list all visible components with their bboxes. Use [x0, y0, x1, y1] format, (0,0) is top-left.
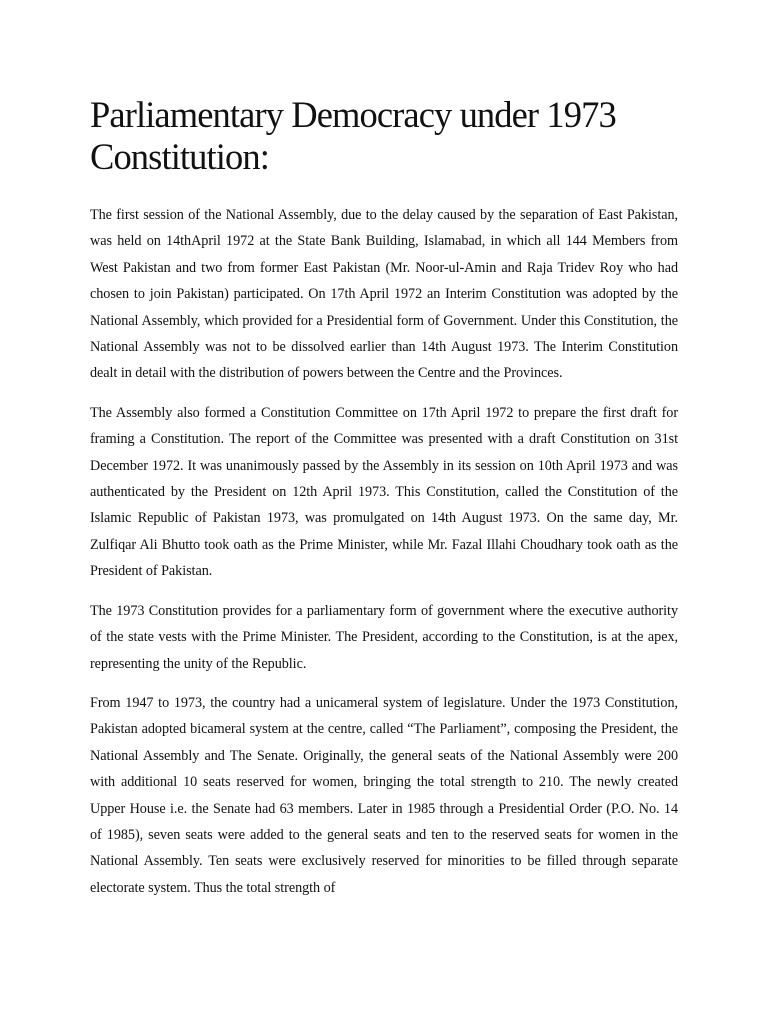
document-body	[90, 94, 678, 914]
paragraph-first-session: The first session of the National Assembly, due to the delay caused by the separation of East Pakistan, was held on 14thApril 1972 at the State Bank Building, Islamabad, in which all 144 Members from West Pakistan and two from former East Pakistan (Mr. Noor-ul-Amin and Raja Tridev Roy who had chosen to join Pakistan) participated. On 17th April 1972 an Interim Constitution was adopted by the National Assembly, which provided for a Presidential form of Government. Under this Constitution, the National Assembly was not to be dissolved earlier than 14th August 1973. The Interim Constitution dealt in detail with the distribution of powers between the Centre and the Provinces.	[90, 207, 678, 382]
paragraph-constitution-committee: The Assembly also formed a Constitution Committee on 17th April 1972 to prepare the first draft for framing a Constitution. The report of the Committee was presented with a draft Constitution on 31st December 1972. It was unanimously passed by the Assembly in its session on 10th April 1973 and was authenticated by the President on 12th April 1973. This Constitution, called the Constitution of the Islamic Republic of Pakistan 1973, was promulgated on 14th August 1973. On the same day, Mr. Zulfiqar Ali Bhutto took oath as the Prime Minister, while Mr. Fazal Illahi Choudhary took oath as the President of Pakistan.	[90, 404, 678, 580]
page-title: Parliamentary Democracy under 1973 Constitution:	[90, 94, 616, 177]
paragraph-parliamentary-form: The 1973 Constitution provides for a parliamentary form of government where the executive authority of the state vests with the Prime Minister. The President, according to the Constitution, is at the apex, representing the unity of the Republic.	[90, 602, 678, 672]
paragraph-bicameral-system: From 1947 to 1973, the country had a unicameral system of legislature. Under the 1973 Constitution, Pakistan adopted bicameral system at the centre, called “The Parliament”, composing the President, the National Assembly and The Senate. Originally, the general seats of the National Assembly were 200 with additional 10 seats reserved for women, bringing the total strength to 210. The newly created Upper House i.e. the Senate had 63 members. Later in 1985 through a Presidential Order (P.O. No. 14 of 1985), seven seats were added to the general seats and ten to the reserved seats for women in the National Assembly. Ten seats were exclusively reserved for minorities to be filled through separate electorate system. Thus the total strength of	[90, 694, 678, 896]
